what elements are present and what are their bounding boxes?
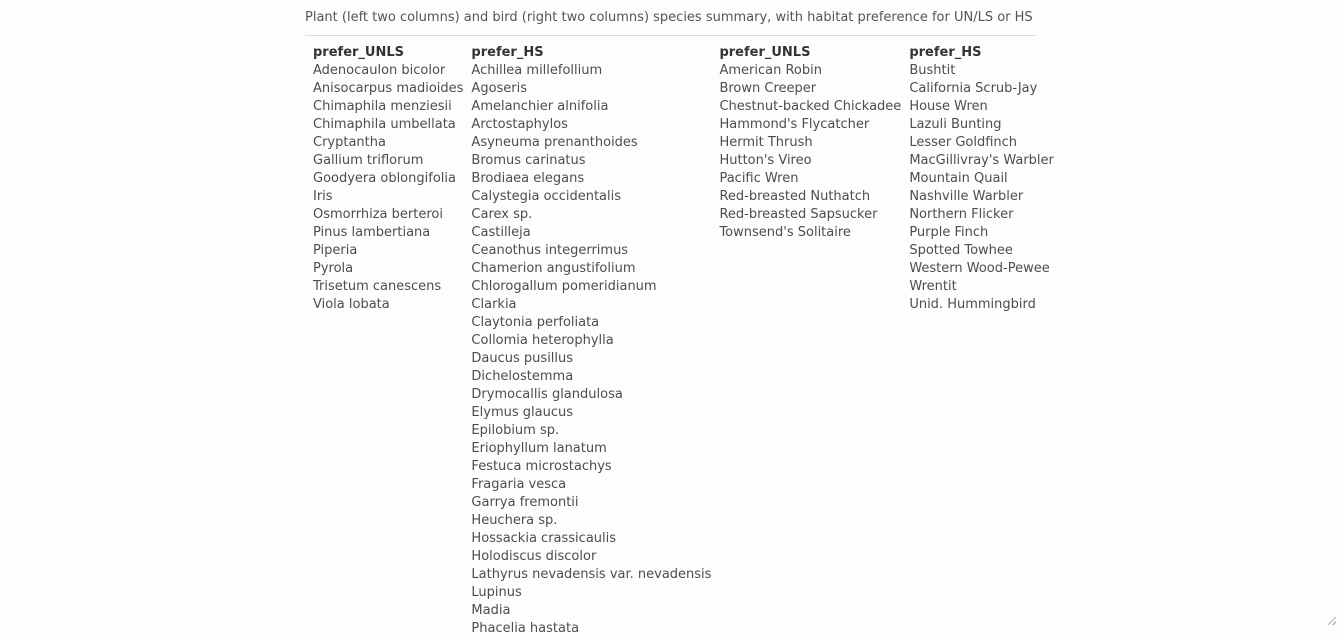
table-row: [305, 368, 1054, 386]
cell-bird-prefer-hs: [901, 386, 1054, 404]
cell-plant-prefer-hs: Carex sp.: [463, 206, 711, 224]
table-row: [305, 242, 1054, 260]
table-row: [305, 620, 1054, 638]
header-bird-prefer-hs: prefer_HS: [901, 44, 1054, 62]
cell-bird-prefer-unls: [711, 584, 901, 602]
table-row: [305, 314, 1054, 332]
cell-plant-prefer-unls: Pyrola: [305, 260, 463, 278]
cell-plant-prefer-hs: Chamerion angustifolium: [463, 260, 711, 278]
table-row: [305, 350, 1054, 368]
cell-bird-prefer-hs: [901, 350, 1054, 368]
cell-plant-prefer-hs: Daucus pusillus: [463, 350, 711, 368]
cell-bird-prefer-hs: House Wren: [901, 98, 1054, 116]
table-row: [305, 458, 1054, 476]
cell-bird-prefer-hs: Lazuli Bunting: [901, 116, 1054, 134]
table-row: [305, 152, 1054, 170]
table-row: [305, 440, 1054, 458]
cell-plant-prefer-unls: [305, 530, 463, 548]
cell-plant-prefer-unls: [305, 350, 463, 368]
cell-plant-prefer-unls: [305, 602, 463, 620]
table-row: [305, 62, 1054, 80]
cell-bird-prefer-unls: Red-breasted Sapsucker: [711, 206, 901, 224]
cell-bird-prefer-hs: Purple Finch: [901, 224, 1054, 242]
cell-bird-prefer-unls: Pacific Wren: [711, 170, 901, 188]
cell-bird-prefer-hs: [901, 476, 1054, 494]
cell-plant-prefer-unls: [305, 440, 463, 458]
cell-bird-prefer-hs: Nashville Warbler: [901, 188, 1054, 206]
cell-plant-prefer-hs: Bromus carinatus: [463, 152, 711, 170]
cell-bird-prefer-unls: [711, 620, 901, 638]
cell-plant-prefer-unls: [305, 494, 463, 512]
cell-bird-prefer-unls: [711, 458, 901, 476]
table-row: [305, 404, 1054, 422]
cell-bird-prefer-unls: [711, 260, 901, 278]
cell-bird-prefer-hs: Mountain Quail: [901, 170, 1054, 188]
cell-bird-prefer-unls: [711, 494, 901, 512]
cell-plant-prefer-hs: Amelanchier alnifolia: [463, 98, 711, 116]
cell-bird-prefer-unls: Hutton's Vireo: [711, 152, 901, 170]
cell-plant-prefer-hs: Clarkia: [463, 296, 711, 314]
cell-bird-prefer-unls: [711, 512, 901, 530]
cell-bird-prefer-hs: Spotted Towhee: [901, 242, 1054, 260]
cell-plant-prefer-unls: [305, 566, 463, 584]
table-row: [305, 422, 1054, 440]
cell-bird-prefer-hs: Western Wood-Pewee: [901, 260, 1054, 278]
table-row: [305, 260, 1054, 278]
cell-bird-prefer-hs: [901, 494, 1054, 512]
cell-bird-prefer-hs: [901, 458, 1054, 476]
cell-plant-prefer-hs: Lupinus: [463, 584, 711, 602]
cell-plant-prefer-hs: Elymus glaucus: [463, 404, 711, 422]
cell-plant-prefer-hs: Ceanothus integerrimus: [463, 242, 711, 260]
cell-plant-prefer-hs: Achillea millefollium: [463, 62, 711, 80]
cell-bird-prefer-unls: [711, 314, 901, 332]
cell-plant-prefer-unls: Anisocarpus madioides: [305, 80, 463, 98]
cell-plant-prefer-unls: [305, 584, 463, 602]
cell-plant-prefer-hs: Chlorogallum pomeridianum: [463, 278, 711, 296]
table-row: [305, 332, 1054, 350]
table-row: [305, 134, 1054, 152]
cell-plant-prefer-hs: Calystegia occidentalis: [463, 188, 711, 206]
table-row: [305, 80, 1054, 98]
cell-plant-prefer-hs: Dichelostemma: [463, 368, 711, 386]
cell-plant-prefer-unls: Pinus lambertiana: [305, 224, 463, 242]
table-row: [305, 476, 1054, 494]
table-row: [305, 170, 1054, 188]
table-row: [305, 116, 1054, 134]
table-row: [305, 512, 1054, 530]
cell-bird-prefer-unls: American Robin: [711, 62, 901, 80]
table-row: [305, 296, 1054, 314]
cell-bird-prefer-hs: Wrentit: [901, 278, 1054, 296]
cell-bird-prefer-unls: Red-breasted Nuthatch: [711, 188, 901, 206]
header-row: [305, 44, 1054, 62]
cell-bird-prefer-hs: [901, 332, 1054, 350]
cell-bird-prefer-hs: [901, 404, 1054, 422]
cell-bird-prefer-hs: California Scrub-Jay: [901, 80, 1054, 98]
cell-bird-prefer-unls: [711, 386, 901, 404]
cell-bird-prefer-hs: [901, 584, 1054, 602]
cell-bird-prefer-hs: [901, 422, 1054, 440]
cell-plant-prefer-unls: [305, 404, 463, 422]
cell-plant-prefer-hs: Holodiscus discolor: [463, 548, 711, 566]
cell-plant-prefer-hs: Heuchera sp.: [463, 512, 711, 530]
cell-plant-prefer-unls: Trisetum canescens: [305, 278, 463, 296]
cell-bird-prefer-unls: Chestnut-backed Chickadee: [711, 98, 901, 116]
cell-plant-prefer-hs: Phacelia hastata: [463, 620, 711, 638]
cell-bird-prefer-unls: Brown Creeper: [711, 80, 901, 98]
cell-plant-prefer-unls: Gallium triflorum: [305, 152, 463, 170]
cell-plant-prefer-hs: Hossackia crassicaulis: [463, 530, 711, 548]
table-row: [305, 224, 1054, 242]
cell-bird-prefer-unls: [711, 422, 901, 440]
header-plant-prefer-hs: prefer_HS: [463, 44, 711, 62]
table-row: [305, 548, 1054, 566]
cell-bird-prefer-unls: [711, 476, 901, 494]
cell-bird-prefer-hs: [901, 530, 1054, 548]
cell-plant-prefer-hs: Drymocallis glandulosa: [463, 386, 711, 404]
cell-plant-prefer-unls: Chimaphila menziesii: [305, 98, 463, 116]
cell-plant-prefer-unls: [305, 314, 463, 332]
cell-bird-prefer-unls: [711, 296, 901, 314]
cell-bird-prefer-unls: [711, 530, 901, 548]
cell-bird-prefer-hs: [901, 548, 1054, 566]
cell-bird-prefer-hs: Bushtit: [901, 62, 1054, 80]
table-row: [305, 386, 1054, 404]
cell-bird-prefer-hs: MacGillivray's Warbler: [901, 152, 1054, 170]
table-row: [305, 98, 1054, 116]
cell-plant-prefer-unls: [305, 548, 463, 566]
cell-bird-prefer-hs: [901, 440, 1054, 458]
cell-plant-prefer-unls: Chimaphila umbellata: [305, 116, 463, 134]
cell-plant-prefer-unls: Goodyera oblongifolia: [305, 170, 463, 188]
cell-bird-prefer-unls: [711, 242, 901, 260]
table-row: [305, 530, 1054, 548]
cell-plant-prefer-unls: [305, 512, 463, 530]
cell-plant-prefer-hs: Epilobium sp.: [463, 422, 711, 440]
cell-plant-prefer-unls: [305, 332, 463, 350]
cell-bird-prefer-unls: [711, 440, 901, 458]
table-row: [305, 566, 1054, 584]
cell-bird-prefer-hs: [901, 368, 1054, 386]
table-row: [305, 278, 1054, 296]
cell-plant-prefer-hs: Agoseris: [463, 80, 711, 98]
header-bird-prefer-unls: prefer_UNLS: [711, 44, 901, 62]
cell-bird-prefer-unls: [711, 368, 901, 386]
cell-bird-prefer-hs: Unid. Hummingbird: [901, 296, 1054, 314]
table-body: [305, 62, 1054, 638]
cell-bird-prefer-unls: Townsend's Solitaire: [711, 224, 901, 242]
cell-bird-prefer-hs: [901, 602, 1054, 620]
cell-bird-prefer-hs: [901, 620, 1054, 638]
cell-bird-prefer-unls: [711, 278, 901, 296]
cell-bird-prefer-unls: [711, 566, 901, 584]
cell-plant-prefer-hs: Claytonia perfoliata: [463, 314, 711, 332]
cell-bird-prefer-hs: [901, 512, 1054, 530]
cell-plant-prefer-hs: Arctostaphylos: [463, 116, 711, 134]
cell-bird-prefer-unls: Hammond's Flycatcher: [711, 116, 901, 134]
cell-bird-prefer-hs: Northern Flicker: [901, 206, 1054, 224]
cell-bird-prefer-hs: Lesser Goldfinch: [901, 134, 1054, 152]
cell-bird-prefer-unls: [711, 350, 901, 368]
cell-bird-prefer-unls: [711, 332, 901, 350]
cell-plant-prefer-unls: Piperia: [305, 242, 463, 260]
table-row: [305, 206, 1054, 224]
cell-plant-prefer-unls: Osmorrhiza berteroi: [305, 206, 463, 224]
cell-plant-prefer-hs: Garrya fremontii: [463, 494, 711, 512]
table-row: [305, 494, 1054, 512]
table-row: [305, 188, 1054, 206]
cell-plant-prefer-unls: [305, 422, 463, 440]
cell-plant-prefer-unls: [305, 620, 463, 638]
cell-plant-prefer-unls: Viola lobata: [305, 296, 463, 314]
table-row: [305, 602, 1054, 620]
cell-plant-prefer-unls: [305, 386, 463, 404]
cell-bird-prefer-hs: [901, 566, 1054, 584]
cell-plant-prefer-hs: Castilleja: [463, 224, 711, 242]
cell-plant-prefer-unls: Iris: [305, 188, 463, 206]
cell-bird-prefer-unls: [711, 602, 901, 620]
cell-plant-prefer-unls: [305, 458, 463, 476]
cell-bird-prefer-unls: [711, 548, 901, 566]
cell-plant-prefer-hs: Fragaria vesca: [463, 476, 711, 494]
cell-plant-prefer-hs: Festuca microstachys: [463, 458, 711, 476]
cell-plant-prefer-unls: Adenocaulon bicolor: [305, 62, 463, 80]
cell-plant-prefer-hs: Lathyrus nevadensis var. nevadensis: [463, 566, 711, 584]
cell-plant-prefer-unls: [305, 368, 463, 386]
cell-bird-prefer-unls: [711, 404, 901, 422]
cell-plant-prefer-hs: Madia: [463, 602, 711, 620]
cell-plant-prefer-hs: Collomia heterophylla: [463, 332, 711, 350]
cell-plant-prefer-hs: Brodiaea elegans: [463, 170, 711, 188]
resize-grip-icon[interactable]: [1328, 617, 1336, 625]
header-plant-prefer-unls: prefer_UNLS: [305, 44, 463, 62]
table-row: [305, 584, 1054, 602]
cell-plant-prefer-hs: Eriophyllum lanatum: [463, 440, 711, 458]
table-caption: Plant (left two columns) and bird (right two columns) species summary, with habitat preference for UN/LS or HS: [305, 0, 1036, 36]
species-summary: [305, 0, 1036, 638]
cell-plant-prefer-unls: Cryptantha: [305, 134, 463, 152]
cell-bird-prefer-unls: Hermit Thrush: [711, 134, 901, 152]
cell-bird-prefer-hs: [901, 314, 1054, 332]
cell-plant-prefer-unls: [305, 476, 463, 494]
species-table: [305, 44, 1054, 638]
cell-plant-prefer-hs: Asyneuma prenanthoides: [463, 134, 711, 152]
